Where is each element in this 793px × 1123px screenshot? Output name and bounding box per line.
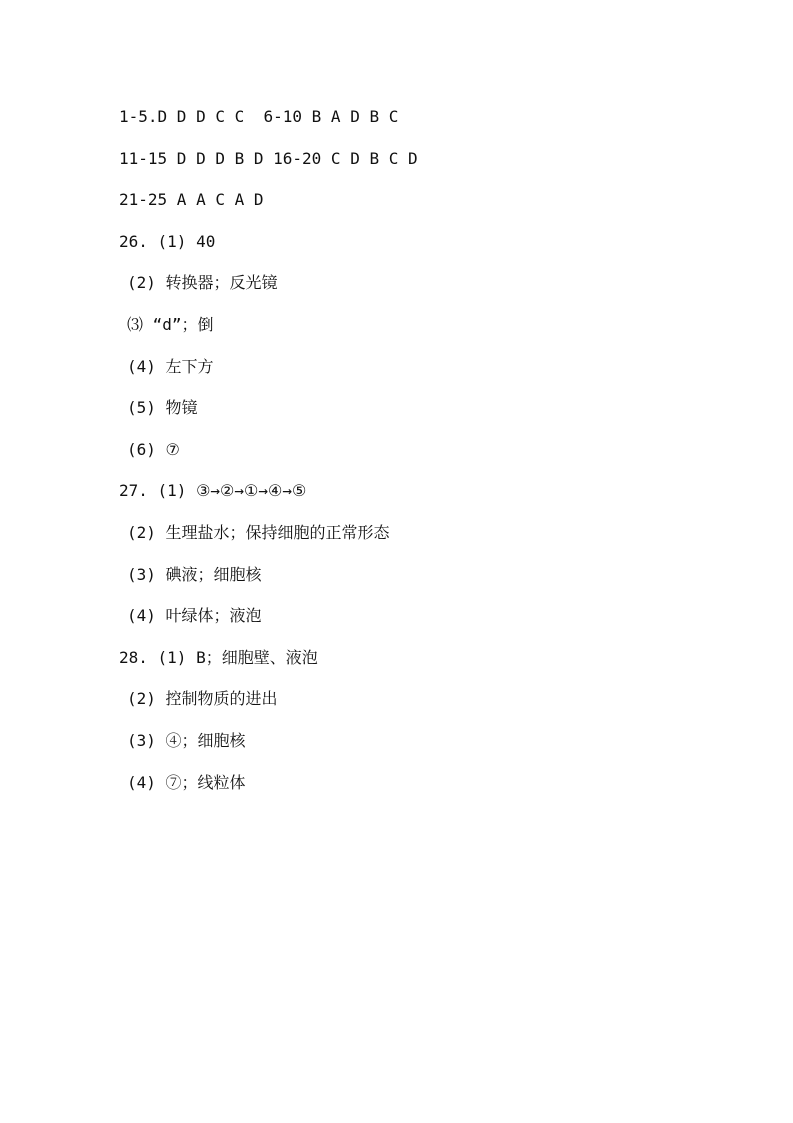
mc-answers-21-25: 21-25 A A C A D — [119, 190, 264, 210]
mc-answers-11-20: 11-15 D D D B D 16-20 C D B C D — [119, 148, 418, 168]
q27-part-3: (3) 碘液；细胞核 — [127, 564, 262, 584]
q26-part-5: (5) 物镜 — [127, 398, 198, 418]
mc-answers-1-10: 1-5.D D D C C 6-10 B A D B C — [119, 107, 399, 126]
q27-part-4: (4) 叶绿体；液泡 — [127, 606, 262, 626]
q28-part-4: (4) ⑦；线粒体 — [127, 772, 246, 792]
q26-part-1: 26. (1) 40 — [119, 231, 216, 251]
q28-part-2: (2) 控制物质的进出 — [127, 689, 278, 709]
q28-part-3: (3) ④；细胞核 — [127, 730, 246, 750]
q28-part-1: 28. (1) B；细胞壁、液泡 — [119, 647, 318, 667]
q26-part-6: (6) ⑦ — [127, 439, 180, 459]
q27-part-1: 27. (1) ③→②→①→④→⑤ — [119, 481, 307, 501]
q26-part-2: (2) 转换器；反光镜 — [127, 273, 278, 293]
q26-part-3: ⑶ “d”；倒 — [127, 314, 214, 334]
answer-key — [119, 103, 739, 810]
q26-part-4: (4) 左下方 — [127, 356, 214, 376]
q27-part-2: (2) 生理盐水；保持细胞的正常形态 — [127, 522, 390, 542]
